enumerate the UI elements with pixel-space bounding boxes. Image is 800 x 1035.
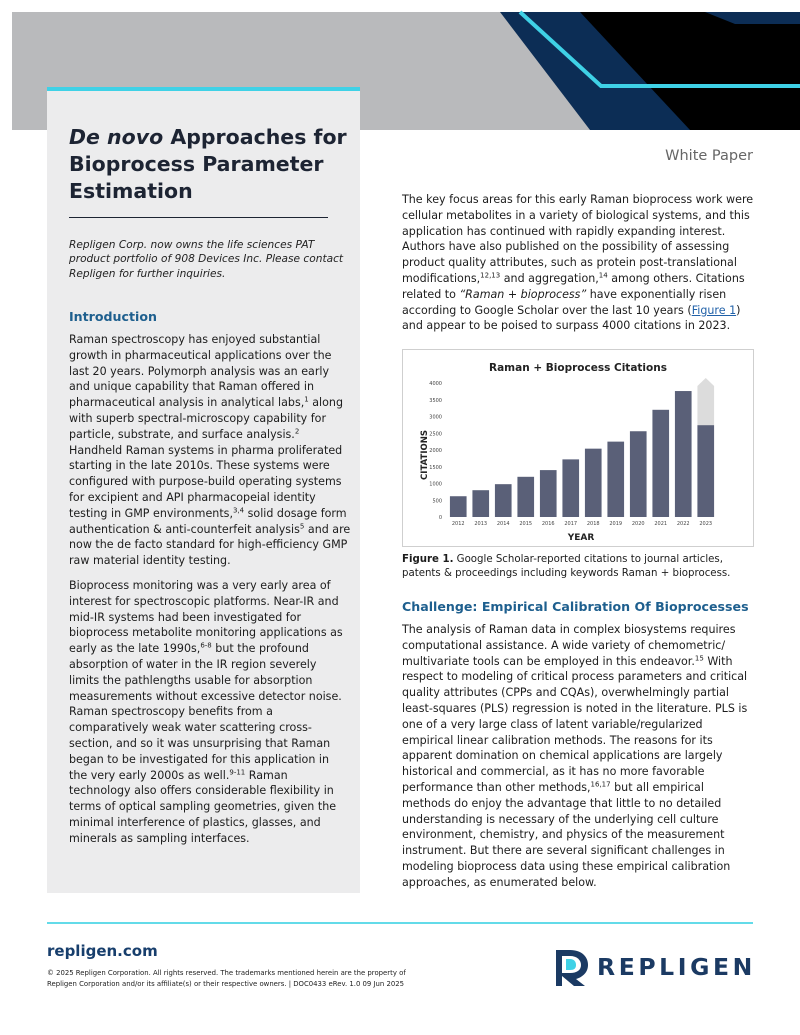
figure-1-chart [402, 349, 754, 547]
challenge-heading: Challenge: Empirical Calibration Of Bioprocesses [402, 599, 749, 614]
bar [697, 425, 714, 517]
bar [652, 410, 669, 517]
chart-x-axis-label: YEAR [567, 533, 595, 543]
x-tick-label: 2015 [519, 521, 533, 527]
y-tick-label: 500 [432, 498, 442, 505]
x-tick-label: 2022 [676, 521, 690, 527]
x-tick-label: 2021 [654, 521, 668, 527]
x-tick-label: 2023 [699, 521, 713, 527]
figure-1-link[interactable]: Figure 1 [691, 303, 737, 317]
footer-divider [47, 922, 753, 924]
y-tick-label: 0 [438, 515, 442, 521]
x-tick-label: 2013 [474, 521, 488, 527]
citations-bar-chart [403, 350, 753, 546]
y-tick-label: 2500 [429, 431, 442, 438]
y-tick-label: 1500 [429, 464, 442, 471]
x-tick-label: 2018 [586, 521, 600, 527]
y-tick-label: 2000 [429, 448, 442, 454]
document-type-label: White Paper [665, 148, 753, 164]
x-tick-label: 2020 [631, 521, 645, 527]
figure-1-caption: Figure 1. Google Scholar-reported citations to journal articles, patents & proceedings including keywords Raman + bioprocess. [402, 554, 731, 579]
bar [607, 442, 624, 517]
footer-legal-text: © 2025 Repligen Corporation. All rights reserved. The trademarks mentioned herein are the property of Repligen Corporation and/or its affiliate(s) or their respective owners. | DOC0433 eRev. 1.0 09 Jun 2025 [47, 969, 406, 988]
bar [517, 477, 534, 517]
right-paragraph-2: The analysis of Raman data in complex biosystems requires computational assistance. A wide variety of chemometric/ multivariate tools can be employed in this endeavor.$^{15}$ With respect to modeling of critical process parameters and critical quality attributes (CPPs and CQAs), overwhelmingly partial least-squares (PLS) regression is noted in the literature. PLS is one of a very large class of latent variable/regularized empirical linear calibration methods. The reasons for its apparent domination on chemical applications are largely historical and commercial, as it has no more favorable performance than other methods,$^{16,17}$ but all empirical methods do enjoy the advantage that little to no detailed understanding is necessary of the underlying cell culture environment, chemistry, and physics of the measurement instrument. But there are several significant challenges in modeling bioprocess data using these empirical calibration approaches, as enumerated below. [402, 623, 748, 889]
y-tick-label: 3000 [429, 414, 442, 421]
right-paragraph-1: The key focus areas for this early Raman bioprocess work were cellular metabolites in a variety of biological systems, and this application has continued with rapidly expanding interest. Authors have also published on the possibility of assessing product quality attributes, such as protein post-translational modifications,$^{12,13}$ and aggregation,$^{14}$ among others. Citations related to “Raman + bioprocess” have exponentially risen according to Google Scholar over the last 10 years (Figure 1) and appear to be poised to surpass 4000 citations in 2023. [402, 193, 754, 333]
x-tick-label: 2016 [541, 521, 555, 527]
repligen-logo-wordmark: REPLIGEN [597, 953, 756, 981]
bar [562, 459, 579, 517]
x-tick-label: 2019 [609, 521, 623, 527]
bar [585, 449, 602, 517]
ownership-note: Repligen Corp. now owns the life sciences PAT product portfolio of 908 Devices Inc. Please contact Repligen for further inquiries. [69, 239, 344, 280]
title-divider [69, 217, 328, 218]
bar [675, 391, 692, 517]
bar [630, 431, 647, 517]
intro-paragraph-2: Bioprocess monitoring was a very early area of interest for spectroscopic platforms. Near-IR and mid-IR systems had been investigated for bioprocess metabolite monitoring applications as early as the late 1990s,$^{6-8}$ but the profound absorption of water in the IR region severely limits the pathlengths usable for absorption measurements without excessive detector noise. Raman spectroscopy benefits from a comparatively weak water scattering cross-section, and so it was unsurprising that Raman began to be investigated for this application in the very early 2000s as well.$^{9-11}$ Raman technology also offers considerable flexibility in terms of optical sampling geometries, given the minimal interference of plastics, glasses, and minerals as sampling interfaces. [69, 579, 343, 845]
page-title: De novo Approaches for Bioprocess Parameter Estimation [69, 125, 347, 203]
intro-paragraph-1: Raman spectroscopy has enjoyed substantial growth in pharmaceutical applications over the last 20 years. Polymorph analysis was an early and unique capability that Raman offered in pharmaceutical analysis in analytical labs,$^1$ along with superb spectral-microscopy capability for particle, substrate, and surface analysis.$^2$ Handheld Raman systems in pharma proliferated starting in the late 2010s. These systems were configured with purpose-build operating systems for excipient and API pharmacopeial identity testing in GMP environments,$^{3,4}$ solid dosage form authentication & anti-counterfeit analysis$^5$ and are now the de facto standard for high-efficiency GMP raw material identity testing. [69, 333, 351, 568]
y-tick-label: 4000 [429, 381, 442, 387]
chart-title: Raman + Bioprocess Citations [489, 362, 667, 374]
bar [450, 496, 467, 517]
y-tick-label: 1000 [429, 481, 442, 488]
x-tick-label: 2014 [496, 521, 510, 527]
chart-y-axis-label: CITATIONS [420, 430, 430, 480]
intro-heading: Introduction [69, 309, 157, 324]
footer-website-link[interactable]: repligen.com [47, 942, 158, 960]
bar [472, 490, 489, 517]
sidebar-accent-line [47, 87, 360, 91]
x-tick-label: 2012 [451, 521, 465, 527]
bar [495, 484, 512, 517]
bar [540, 470, 557, 517]
y-tick-label: 3500 [429, 397, 442, 404]
x-tick-label: 2017 [564, 521, 578, 527]
